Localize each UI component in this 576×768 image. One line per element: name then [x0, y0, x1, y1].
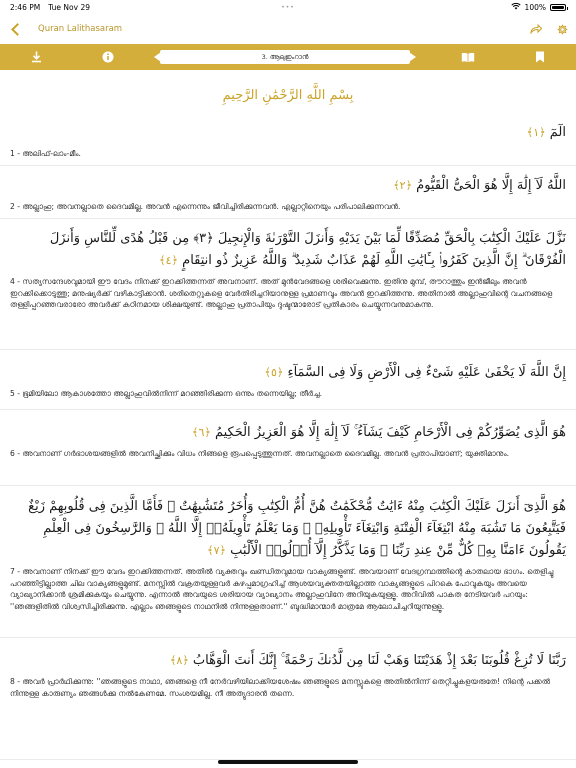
ayah-translation: 6 - അവനാണ് ഗര്‍ഭാശയങ്ങളില്‍ അവനിച്ഛിക്കും വിധം നിങ്ങളെ രൂപപ്പെടുത്തുന്നത്. അവനല്ലാതെ ദൈവമില്ല. അവന്‍ പ്രതാപിയാണ്; യുക്തിമാനും. — [10, 449, 510, 458]
ayah-row[interactable] — [0, 644, 576, 760]
ayah-number: ﴿٥﴾ — [264, 366, 284, 379]
ayah-list[interactable] — [0, 70, 576, 768]
bismillah: بِسْمِ اللَّهِ الرَّحْمَٰنِ الرَّحِيمِ — [222, 88, 354, 103]
settings-gear-icon[interactable] — [556, 23, 568, 35]
app-title: Quran Lalithasaram — [38, 24, 123, 34]
ayah-translation: 1 - അലിഫ്-ലാം-മീം. — [10, 149, 81, 158]
ayah-row[interactable] — [0, 414, 576, 486]
status-date: Tue Nov 29 — [48, 2, 90, 12]
ayah-row[interactable] — [0, 220, 576, 350]
ayah-arabic-text: هُوَ الَّذِى يُصَوِّرُكُمْ فِى الْأَرْحَامِ كَيْفَ يَشَآءُ ۚ لَآ إِلَٰهَ إِلَّا هُوَ الْعَزِيزُ الْحَكِيمُ — [214, 425, 566, 440]
download-icon — [31, 51, 42, 63]
ayah-number: ﴿١﴾ — [526, 126, 546, 139]
ayah-translation: 7 - അവനാണ് നിനക്ക് ഈ വേദം ഇറക്കിത്തന്നത്. അതില്‍ വ്യക്തവും ഖണ്ഡിതവുമായ വാക്യങ്ങളുണ്ട്. അവയാണ് വേദഗ്രന്ഥത്തിന്റെ കാതലായ ഭാഗം. തെളിച്ചു പറഞ്ഞിട്ടില്ലാത്ത ചില വാക്യങ്ങളുമുണ്ട്. മനസ്സില്‍ വക്രതയുള്ളവര്‍ കുഴപ്പമാഗ്രഹിച്ച് ആശയവ്യക്തതയില്ലാത്ത വാക്യങ്ങളുടെ പിറകെ പോവുകയും അവയെ വ്യാഖ്യാനിക്കാന്‍ ശ്രമിക്കുകയും ചെയ്യുന്നു. എന്നാല്‍ അവയുടെ ശരിയായ വ്യാഖ്യാനം അല്ലാഹുവിനേ അറിയുകയുള്ളൂ. അറിവില്‍ പാകത നേടിയവര്‍ പറയും: ''ഞങ്ങളിതില്‍ വിശ്വസിച്ചിരിക്കുന്നു. എല്ലാം ഞങ്ങളുടെ നാഥനില്‍ നിന്നുള്ളതാണ്.'' ബുദ്ധിമാന്മാര്‍ മാത്രമേ ആലോചിച്ചറിയുന്നുള്ളൂ. — [10, 567, 554, 611]
ayah-translation: 2 - അല്ലാഹു; അവനല്ലാതെ ദൈവമില്ല. അവന്‍ എന്നെന്നും ജീവിച്ചിരിക്കുന്നവന്‍. എല്ലാറ്റിനെയും പരിപാലിക്കുന്നവന്‍. — [10, 202, 401, 211]
ayah-number: ﴿٤﴾ — [159, 254, 178, 267]
open-book-button[interactable] — [456, 45, 480, 69]
ayah-arabic-text: اللَّهُ لَآ إِلَٰهَ إِلَّا هُوَ الْحَىُّ الْقَيُّومُ — [416, 178, 566, 193]
ayah-row[interactable] — [0, 490, 576, 638]
back-chevron-icon[interactable] — [11, 23, 24, 36]
surah-selector[interactable] — [160, 50, 410, 64]
multitasking-dots[interactable]: ••• — [281, 3, 295, 11]
info-icon — [102, 51, 114, 63]
ayah-number: ﴿٧﴾ — [207, 544, 226, 557]
open-book-icon — [461, 52, 475, 63]
ayah-number: ﴿٦﴾ — [191, 426, 211, 439]
bookmark-button[interactable] — [528, 45, 552, 69]
ayah-arabic — [10, 175, 566, 197]
ayah-arabic — [10, 362, 566, 384]
bookmark-icon — [535, 51, 545, 63]
navigation-bar — [0, 14, 576, 44]
ayah-arabic-text: رَبَّنَا لَا تُزِغْ قُلُوبَنَا بَعْدَ إِذْ هَدَيْتَنَا وَهَبْ لَنَا مِن لَّدُنكَ رَحْمَةً ۚ إِنَّكَ أَنتَ الْوَهَّابُ — [192, 653, 566, 668]
ayah-arabic-text: الٓمٓ — [549, 125, 566, 140]
ayah-arabic — [10, 496, 566, 562]
download-button[interactable] — [24, 45, 48, 69]
ayah-number: ﴿٢﴾ — [393, 179, 413, 192]
info-button[interactable] — [96, 45, 120, 69]
ayah-arabic — [10, 650, 566, 672]
ayah-row[interactable] — [0, 354, 576, 410]
ayah-arabic — [10, 122, 566, 144]
status-bar — [0, 0, 576, 14]
battery-icon — [550, 4, 566, 11]
status-time: 2:46 PM — [10, 2, 41, 12]
battery-percent: 100% — [524, 2, 546, 12]
ayah-translation: 8 - അവര്‍ പ്രാര്‍ഥിക്കുന്നു: ''ഞങ്ങളുടെ നാഥാ, ഞങ്ങളെ നീ നേര്‍വഴിയിലാക്കിയശേഷം ഞങ്ങളുടെ മനസ്സുകളെ അതില്‍നിന്ന് തെറ്റിച്ചുകളയരുതേ! നിന്റെ പക്കല്‍ നിന്നുള്ള കാരുണ്യം ഞങ്ങള്‍ക്കു നല്‍കേണമേ. സംശയമില്ല. നീ അത്യുദാരന്‍ തന്നെ. — [10, 677, 551, 698]
ayah-arabic-text: هُوَ الَّذِىٓ أَنزَلَ عَلَيْكَ الْكِتَٰبَ مِنْهُ ءَايَٰتٌ مُّحْكَمَٰتٌ هُنَّ أُمُّ الْكِتَٰبِ وَأُخَرُ مُتَشَٰبِهَٰتٌ ۖ فَأَمَّا الَّذِينَ فِى قُلُوبِهِمْ زَيْغٌ فَيَتَّبِعُونَ مَا تَشَٰبَهَ مِنْهُ ابْتِغَآءَ الْفِتْنَةِ وَابْتِغَآءَ تَأْوِيلِهِۦ ۗ وَمَا يَعْلَمُ تَأْوِيلَهُۥٓ إِلَّا اللَّهُ ۗ وَالرَّٰسِخُونَ فِى الْعِلْمِ يَقُولُونَ ءَامَنَّا بِهِۦ كُلٌّ مِّنْ عِندِ رَبِّنَا ۗ وَمَا يَذَّكَّرُ إِلَّآ أُو۟لُوا۟ الْأَلْبَٰبِ — [28, 499, 566, 558]
ayah-arabic-text: نَزَّلَ عَلَيْكَ الْكِتَٰبَ بِالْحَقِّ مُصَدِّقًا لِّمَا بَيْنَ يَدَيْهِ وَأَنزَلَ التَّوْرَىٰةَ وَالْإِنجِيلَ ﴿٣﴾ مِن قَبْلُ هُدًى لِّلنَّاسِ وَأَنزَلَ الْفُرْقَانَ ۗ إِنَّ الَّذِينَ كَفَرُوا۟ بِـَٔايَٰتِ اللَّهِ لَهُمْ عَذَابٌ شَدِيدٌ ۗ وَاللَّهُ عَزِيزٌ ذُو انتِقَامٍ — [49, 231, 566, 268]
reader-toolbar — [0, 44, 576, 70]
battery-fill — [552, 6, 564, 9]
ayah-translation: 4 - സത്യസന്ദേശവുമായി ഈ വേദം നിനക്ക് ഇറക്കിത്തന്നത് അവനാണ്. അത് മുന്‍വേദങ്ങളെ ശരിവെക്കുന്നു. ഇതിനു മുമ്പ്, തൗറാത്തും ഇന്‍ജീലും അവന്‍ ഇറക്കിക്കൊടുത്തു; മനുഷ്യര്‍ക്ക് വഴികാട്ടിക്കാന്‍. ശരിതെറ്റുകളെ വേര്‍തിരിച്ചറിയാനുള്ള പ്രമാണവും അവന്‍ ഇറക്കിത്തന്നു. അതിനാല്‍ അല്ലാഹുവിന്റെ വചനങ്ങളെ തള്ളിപ്പറഞ്ഞവരാരോ അവര്‍ക്ക് കഠിനമായ ശിക്ഷയുണ്ട്. അല്ലാഹു പ്രതാപിയും ദുഷ്ടന്മാരോട് പ്രതികാരം ചെയ്യുന്നവനുമാകുന്നു. — [10, 277, 553, 309]
share-icon[interactable] — [530, 23, 542, 35]
ayah-arabic — [10, 228, 566, 272]
ayah-arabic — [10, 422, 566, 444]
ayah-number: ﴿٨﴾ — [169, 654, 189, 667]
surah-title: 3. ആലുഇംറാൻ — [261, 52, 309, 61]
ayah-arabic-text: إِنَّ اللَّهَ لَا يَخْفَىٰ عَلَيْهِ شَىْءٌ فِى الْأَرْضِ وَلَا فِى السَّمَآءِ — [287, 365, 566, 380]
ayah-row[interactable] — [0, 167, 576, 219]
nav-actions — [530, 23, 568, 35]
home-indicator[interactable] — [218, 760, 358, 764]
ayah-translation: 5 - ഭൂമിയിലോ ആകാശത്തോ അല്ലാഹുവില്‍നിന്ന് മറഞ്ഞിരിക്കുന്ന ഒന്നും തന്നെയില്ല; തീര്‍ച്ച. — [10, 389, 323, 398]
ayah-row[interactable] — [0, 116, 576, 166]
